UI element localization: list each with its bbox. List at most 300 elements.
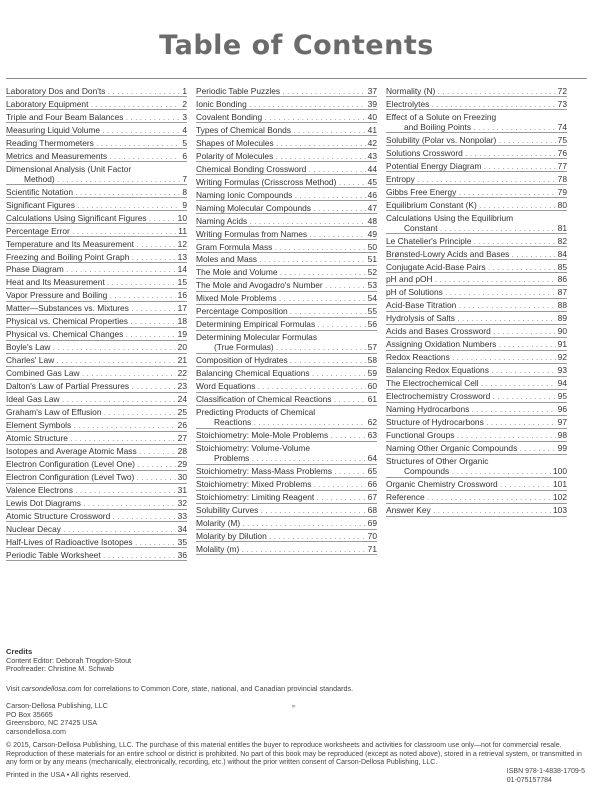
- toc-entry: [196, 201, 377, 214]
- toc-entry-title: Assigning Oxidation Numbers . . .: [386, 339, 556, 349]
- toc-page-number: 96: [557, 404, 567, 415]
- toc-page-number: 13: [177, 251, 187, 262]
- toc-entry-title: Molarity (M) . . .: [196, 518, 366, 528]
- toc-entry: [386, 110, 567, 133]
- toc-page-number: 9: [182, 199, 187, 210]
- toc-entry: [196, 406, 377, 429]
- toc-page-number: 28: [177, 446, 187, 457]
- toc-entry-title: Normality (N) . . .: [386, 86, 556, 96]
- toc-page-number: 15: [177, 277, 187, 288]
- toc-entry-title: Electron Configuration (Level Two) . . .: [6, 472, 176, 482]
- toc-entry-title: Half-Lives of Radioactive Isotopes . . .: [6, 537, 176, 547]
- isbn: ISBN 978-1-4838-1709-5: [506, 768, 585, 775]
- toc-page-number: 18: [177, 316, 187, 327]
- toc-entry: [196, 84, 377, 97]
- toc-page-number: 78: [557, 173, 567, 184]
- toc-entry: [6, 302, 187, 315]
- toc-entry: [386, 172, 567, 185]
- toc-page-number: 60: [367, 381, 377, 392]
- toc-entry-title: Stoichiometry: Volume-Volume: [196, 443, 311, 454]
- toc-entry: [6, 276, 187, 289]
- toc-entry: [6, 471, 187, 484]
- toc-entry: [386, 351, 567, 364]
- toc-page-number: 64: [367, 453, 377, 464]
- toc-entry: [386, 299, 567, 312]
- toc-entry: [386, 146, 567, 159]
- toc-column-1: [6, 84, 187, 561]
- toc-entry-title: Significant Figures . . .: [6, 200, 180, 210]
- toc-page-number: 21: [177, 355, 187, 366]
- toc-entry-title: pH of Solutions . . .: [386, 287, 556, 297]
- toc-entry: [6, 367, 187, 380]
- toc-entry-title: Stoichiometry: Mixed Problems . . .: [196, 479, 366, 489]
- toc-entry-title: Determining Empirical Formulas . . .: [196, 319, 366, 329]
- toc-page-number: 61: [367, 394, 377, 405]
- toc-entry: [196, 318, 377, 331]
- toc-page-number: 89: [557, 313, 567, 324]
- toc-entry: [6, 406, 187, 419]
- toc-entry-title: Temperature and Its Measurement . . .: [6, 239, 176, 249]
- toc-entry-title: Balancing Redox Equations . . .: [386, 365, 556, 375]
- toc-entry-title: Graham's Law of Effusion . . .: [6, 407, 176, 417]
- toc-entry: [196, 292, 377, 305]
- toc-entry-title: Organic Chemistry Crossword . . .: [386, 479, 551, 489]
- toc-entry: [196, 530, 377, 543]
- toc-entry-title-cont: (True Formulas) . . .: [196, 342, 366, 352]
- toc-entry-title: Physical vs. Chemical Properties . . .: [6, 316, 176, 326]
- toc-page-number: 22: [177, 368, 187, 379]
- toc-page-number: 19: [177, 329, 187, 340]
- toc-page-number: 8: [182, 186, 187, 197]
- toc-entry: [386, 185, 567, 198]
- toc-entry: [386, 211, 567, 234]
- toc-page-number: 30: [177, 472, 187, 483]
- toc-page-number: 65: [367, 466, 377, 477]
- toc-entry: [6, 548, 187, 561]
- toc-page-number: 47: [367, 202, 377, 213]
- toc-page-number: 25: [177, 407, 187, 418]
- toc-entry: [6, 380, 187, 393]
- toc-entry: [196, 227, 377, 240]
- toc-page-number: 6: [182, 150, 187, 161]
- toc-entry-title: Word Equations . . .: [196, 381, 366, 391]
- toc-page-number: 73: [557, 98, 567, 109]
- toc-entry: [386, 273, 567, 286]
- toc-entry-title: Solubility Curves . . .: [196, 505, 366, 515]
- toc-entry: [196, 429, 377, 442]
- toc-page-number: 75: [557, 134, 567, 145]
- toc-entry-title: Shapes of Molecules . . .: [196, 138, 366, 148]
- toc-entry-title: Naming Ionic Compounds . . .: [196, 190, 366, 200]
- toc-entry: [386, 84, 567, 97]
- toc-page-number: 17: [177, 303, 187, 314]
- toc-page-number: 68: [367, 505, 377, 516]
- toc-page-number: 4: [182, 124, 187, 135]
- toc-entry-title: Atomic Structure . . .: [6, 433, 176, 443]
- toc-entry-title-cont: Reactions . . .: [196, 417, 366, 427]
- toc-page-number: 16: [177, 290, 187, 301]
- toc-entry: [386, 234, 567, 247]
- toc-entry-title: Measuring Liquid Volume . . .: [6, 125, 180, 135]
- toc-page-number: 87: [557, 287, 567, 298]
- toc-entry: [196, 478, 377, 491]
- toc-entry-title: Atomic Structure Crossword . . .: [6, 511, 176, 521]
- toc-entry-title-cont: Problems . . .: [196, 453, 366, 463]
- toc-entry: [6, 162, 187, 185]
- toc-entry: [6, 110, 187, 123]
- toc-entry-title: Physical vs. Chemical Changes . . .: [6, 329, 176, 339]
- toc-entry: [196, 175, 377, 188]
- toc-entry: [6, 497, 187, 510]
- page-title: Table of Contents: [159, 30, 434, 61]
- publisher-web: carsondellosa.com: [6, 726, 66, 736]
- toc-entry-title: Conjugate Acid-Base Pairs . . .: [386, 262, 556, 272]
- toc-page-number: 3: [182, 111, 187, 122]
- toc-page-number: 100: [553, 466, 567, 477]
- toc-entry-title: Naming Acids . . .: [196, 216, 366, 226]
- toc-entry-title: Isotopes and Average Atomic Mass . . .: [6, 446, 176, 456]
- toc-entry-title: Electron Configuration (Level One) . . .: [6, 459, 176, 469]
- toc-entry-title: Stoichiometry: Limiting Reagent . . .: [196, 492, 366, 502]
- toc-page-number: 37: [367, 85, 377, 96]
- toc-entry-title: Reference . . .: [386, 492, 551, 502]
- toc-entry: [386, 403, 567, 416]
- publisher-name: Carson-Dellosa Publishing, LLC: [6, 701, 108, 710]
- toc-entry: [386, 429, 567, 442]
- toc-entry-title-cont: and Boiling Points . . .: [386, 122, 556, 132]
- toc-entry-title: Valence Electrons . . .: [6, 485, 176, 495]
- toc-page-number: 99: [557, 443, 567, 454]
- toc-entry-title: Types of Chemical Bonds . . .: [196, 125, 366, 135]
- toc-page-number: 81: [557, 222, 567, 233]
- toc-entry-title: Periodic Table Worksheet . . .: [6, 550, 176, 560]
- toc-entry-title: Stoichiometry: Mass-Mass Problems . . .: [196, 466, 366, 476]
- toc-entry-title: Charles' Law . . .: [6, 355, 176, 365]
- toc-entry: [196, 367, 377, 380]
- toc-entry: [386, 133, 567, 146]
- toc-entry: [196, 266, 377, 279]
- toc-entry: [196, 542, 377, 555]
- toc-entry: [6, 535, 187, 548]
- toc-entry-title: Periodic Table Puzzles . . .: [196, 86, 366, 96]
- toc-entry-title: Scientific Notation . . .: [6, 187, 180, 197]
- toc-entry-title: Equilibrium Constant (K) . . .: [386, 200, 556, 210]
- toc-entry: [386, 478, 567, 491]
- toc-page-number: 31: [177, 485, 187, 496]
- isbn-block: [507, 768, 585, 785]
- toc-page-number: 84: [557, 248, 567, 259]
- toc-entry: [196, 253, 377, 266]
- toc-entry-title: Calculations Using the Equilibrium: [386, 212, 514, 223]
- copyright-notice: © 2015, Carson-Dellosa Publishing, LLC. The purchase of this material entitles the buyer to reproduce worksheets and activities for classroom use only—not for commercial resale. Reproduction of these materials for an entire school or district is prohibited. No part of this book may be reproduced (except as noted above), stored in a retrieval system, or transmitted in any form or by any means (mechanically, electronically, recording, etc.) without the prior written consent of Carson-Dellosa Publishing, LLC.: [6, 742, 582, 767]
- toc-page-number: 59: [367, 368, 377, 379]
- toc-page-number: 32: [177, 498, 187, 509]
- toc-page-number: 11: [178, 225, 187, 236]
- toc-page-number: 92: [557, 352, 567, 363]
- toc-entry: [196, 162, 377, 175]
- toc-entry-title: Percentage Error . . .: [6, 226, 176, 236]
- toc-entry: [196, 380, 377, 393]
- toc-page-number: 44: [367, 163, 377, 174]
- toc-entry-title: Triple and Four Beam Balances . . .: [6, 112, 180, 122]
- toc-page-number: 45: [367, 176, 377, 187]
- toc-entry: [386, 97, 567, 110]
- toc-entry: [196, 442, 377, 465]
- toc-entry: [6, 224, 187, 237]
- toc-page-number: 71: [367, 544, 377, 555]
- toc-entry-title: Laboratory Dos and Don'ts . . .: [6, 86, 180, 96]
- toc-entry-title: Electrochemistry Crossword . . .: [386, 391, 556, 401]
- toc-page-number: 34: [177, 524, 187, 535]
- toc-entry-title: Gibbs Free Energy . . .: [386, 187, 556, 197]
- toc-entry-title: Structures of Other Organic: [386, 456, 489, 467]
- toc-page-number: 90: [557, 326, 567, 337]
- toc-entry: [386, 260, 567, 273]
- toc-entry: [196, 136, 377, 149]
- toc-page-number: 76: [557, 147, 567, 158]
- standards-note: [6, 684, 353, 693]
- page-mark: ᵐ: [292, 705, 296, 711]
- toc-page-number: 62: [367, 417, 377, 428]
- toc-page-number: 80: [557, 199, 567, 210]
- toc-entry-title: Le Chatelier's Principle . . .: [386, 236, 556, 246]
- toc-entry-title: Calculations Using Significant Figures . . .: [6, 213, 176, 223]
- toc-page-number: 36: [177, 550, 187, 561]
- toc-entry: [196, 240, 377, 253]
- toc-page-number: 33: [177, 511, 187, 522]
- toc-entry: [6, 510, 187, 523]
- toc-entry-title: Heat and Its Measurement . . .: [6, 277, 176, 287]
- toc-page-number: 27: [177, 433, 187, 444]
- toc-page-number: 12: [177, 238, 187, 249]
- toc-page-number: 1: [182, 85, 187, 96]
- toc-entry: [386, 159, 567, 172]
- toc-page-number: 74: [557, 121, 567, 132]
- toc-entry-title: Naming Hydrocarbons . . .: [386, 404, 556, 414]
- toc-entry: [386, 364, 567, 377]
- toc-entry: [196, 465, 377, 478]
- toc-entry-title: Composition of Hydrates . . .: [196, 355, 366, 365]
- toc-page-number: 63: [367, 430, 377, 441]
- toc-entry: [6, 328, 187, 341]
- toc-entry-title: Writing Formulas (Crisscross Method) . . .: [196, 177, 366, 187]
- toc-entry-title: Structure of Hydrocarbons . . .: [386, 417, 556, 427]
- toc-entry: [6, 97, 187, 110]
- publisher-po-box: PO Box 35665: [6, 709, 53, 719]
- toc-page-number: 2: [182, 98, 187, 109]
- toc-page-number: 56: [367, 319, 377, 330]
- toc-entry: [386, 312, 567, 325]
- toc-entry: [196, 123, 377, 136]
- toc-entry-title: Classification of Chemical Reactions . . .: [196, 394, 366, 404]
- toc-entry-title: The Mole and Avogadro's Number . . .: [196, 280, 366, 290]
- toc-page-number: 72: [557, 85, 567, 96]
- toc-entry: [6, 354, 187, 367]
- toc-entry: [6, 237, 187, 250]
- toc-page-number: 93: [557, 365, 567, 376]
- toc-entry-title: Chemical Bonding Crossword . . .: [196, 164, 366, 174]
- toc-page-number: 41: [367, 124, 377, 135]
- toc-entry: [6, 445, 187, 458]
- visit-suffix: for correlations to Common Core, state, national, and Canadian provincial standards.: [81, 684, 354, 693]
- toc-page-number: 29: [177, 459, 187, 470]
- toc-entry-title: Laboratory Equipment . . .: [6, 99, 180, 109]
- proofreader: Proofreader: Christine M. Schwab: [6, 664, 114, 674]
- toc-entry-title: Dalton's Law of Partial Pressures . . .: [6, 381, 176, 391]
- toc-page-number: 35: [177, 537, 187, 548]
- toc-page-number: 20: [177, 342, 187, 353]
- website-link[interactable]: carsondellosa.com: [21, 684, 82, 693]
- toc-page-number: 85: [557, 261, 567, 272]
- toc-entry-title: Ionic Bonding . . .: [196, 99, 366, 109]
- toc-page-number: 86: [557, 274, 567, 285]
- toc-entry: [6, 263, 187, 276]
- toc-column-2: [196, 84, 377, 555]
- toc-entry-title: Naming Molecular Compounds . . .: [196, 203, 366, 213]
- toc-entry: [6, 136, 187, 149]
- toc-entry-title: Solubility (Polar vs. Nonpolar) . . .: [386, 135, 556, 145]
- toc-entry-title: pH and pOH . . .: [386, 274, 556, 284]
- toc-entry-title: Reading Thermometers . . .: [6, 138, 180, 148]
- toc-page-number: 53: [367, 280, 377, 291]
- toc-entry: [386, 491, 567, 504]
- printed-note: Printed in the USA • All rights reserved.: [6, 770, 131, 779]
- toc-entry-title: Polarity of Molecules . . .: [196, 151, 366, 161]
- toc-entry-title: Molality (m) . . .: [196, 544, 366, 554]
- toc-entry: [6, 123, 187, 136]
- toc-entry-title: Vapor Pressure and Boiling . . .: [6, 290, 176, 300]
- toc-page-number: 7: [182, 173, 187, 184]
- toc-page-number: 14: [177, 264, 187, 275]
- toc-entry-title: Matter—Substances vs. Mixtures . . .: [6, 303, 176, 313]
- toc-page-number: 98: [557, 430, 567, 441]
- toc-entry: [386, 247, 567, 260]
- toc-page-number: 57: [367, 342, 377, 353]
- toc-entry: [6, 211, 187, 224]
- toc-page-number: 94: [557, 378, 567, 389]
- title-divider: [6, 78, 587, 79]
- toc-page-number: 54: [367, 293, 377, 304]
- toc-page-number: 91: [557, 339, 567, 350]
- toc-page-number: 66: [367, 479, 377, 490]
- toc-entry: [196, 491, 377, 504]
- toc-page-number: 55: [367, 306, 377, 317]
- toc-entry-title: Writing Formulas from Names . . .: [196, 229, 366, 239]
- toc-entry: [196, 393, 377, 406]
- toc-entry-title: Electrolytes . . .: [386, 99, 556, 109]
- toc-entry-title: Element Symbols . . .: [6, 420, 176, 430]
- credits-heading: Credits: [6, 647, 33, 656]
- toc-entry-title: Freezing and Boiling Point Graph . . .: [6, 252, 176, 262]
- toc-entry: [386, 442, 567, 455]
- toc-page-number: 24: [177, 394, 187, 405]
- toc-entry-title: Ideal Gas Law . . .: [6, 394, 176, 404]
- toc-entry: [6, 149, 187, 162]
- toc-entry-title: Dimensional Analysis (Unit Factor: [6, 163, 132, 174]
- toc-page-number: 48: [367, 215, 377, 226]
- toc-entry-title: Predicting Products of Chemical: [196, 407, 316, 418]
- toc-page-number: 67: [367, 492, 377, 503]
- toc-entry-title: Nuclear Decay . . .: [6, 524, 176, 534]
- toc-entry: [386, 390, 567, 403]
- toc-entry-title: Gram Formula Mass . . .: [196, 242, 366, 252]
- toc-entry: [196, 279, 377, 292]
- toc-entry-title: Balancing Chemical Equations . . .: [196, 368, 366, 378]
- toc-entry-title: Stoichiometry: Mole-Mole Problems . . .: [196, 430, 366, 440]
- toc-entry-title-cont: Compounds . . .: [386, 466, 551, 476]
- toc-entry-title: Redox Reactions . . .: [386, 352, 556, 362]
- toc-page-number: 103: [553, 505, 567, 516]
- toc-entry: [6, 185, 187, 198]
- toc-entry: [6, 419, 187, 432]
- publisher-address: [6, 702, 108, 736]
- toc-page-number: 88: [557, 300, 567, 311]
- toc-page-number: 43: [367, 150, 377, 161]
- toc-entry: [6, 289, 187, 302]
- toc-entry: [196, 214, 377, 227]
- toc-entry-title: Entropy . . .: [386, 174, 556, 184]
- toc-entry-title: Determining Molecular Formulas: [196, 332, 318, 343]
- toc-entry: [196, 305, 377, 318]
- credits-block: [6, 648, 131, 674]
- toc-entry-title: Mixed Mole Problems . . .: [196, 293, 366, 303]
- toc-entry-title: Naming Other Organic Compounds . . .: [386, 443, 556, 453]
- toc-entry: [196, 149, 377, 162]
- toc-page-number: 58: [367, 355, 377, 366]
- toc-entry-title: Effect of a Solute on Freezing: [386, 111, 497, 122]
- toc-entry: [196, 517, 377, 530]
- toc-entry-title: Combined Gas Law . . .: [6, 368, 176, 378]
- toc-entry: [386, 416, 567, 429]
- toc-page-number: 23: [177, 381, 187, 392]
- toc-page-number: 5: [182, 137, 187, 148]
- toc-entry-title: Moles and Mass . . .: [196, 254, 366, 264]
- product-code: 01-075157784: [506, 776, 552, 784]
- toc-entry-title-cont: Method) . . .: [6, 174, 180, 184]
- toc-entry: [386, 286, 567, 299]
- toc-page-number: 69: [367, 518, 377, 529]
- toc-entry: [6, 522, 187, 535]
- toc-entry-title: Potential Energy Diagram . . .: [386, 161, 556, 171]
- toc-page-number: 77: [557, 160, 567, 171]
- visit-prefix: Visit: [6, 684, 22, 693]
- toc-page-number: 10: [177, 212, 187, 223]
- toc-entry-title: The Electrochemical Cell . . .: [386, 378, 556, 388]
- toc-entry-title: Brønsted-Lowry Acids and Bases . . .: [386, 249, 556, 259]
- toc-entry-title: Answer Key . . .: [386, 505, 551, 515]
- toc-entry: [6, 432, 187, 445]
- toc-entry: [386, 338, 567, 351]
- toc-entry: [196, 354, 377, 367]
- toc-entry: [196, 110, 377, 123]
- toc-entry: [6, 393, 187, 406]
- toc-page-number: 51: [367, 254, 377, 265]
- toc-entry-title: Covalent Bonding . . .: [196, 112, 366, 122]
- toc-entry-title: Boyle's Law . . .: [6, 342, 176, 352]
- toc-entry-title: Phase Diagram . . .: [6, 264, 176, 274]
- toc-entry: [6, 315, 187, 328]
- toc-entry: [386, 504, 567, 517]
- toc-page-number: 97: [557, 417, 567, 428]
- toc-entry: [386, 455, 567, 478]
- toc-entry-title-cont: Constant . . .: [386, 223, 556, 233]
- toc-entry-title: Percentage Composition . . .: [196, 306, 366, 316]
- toc-column-3: [386, 84, 567, 517]
- toc-page-number: 39: [367, 98, 377, 109]
- toc-entry-title: Functional Groups . . .: [386, 430, 556, 440]
- toc-page-number: 70: [367, 531, 377, 542]
- toc-entry-title: The Mole and Volume . . .: [196, 267, 366, 277]
